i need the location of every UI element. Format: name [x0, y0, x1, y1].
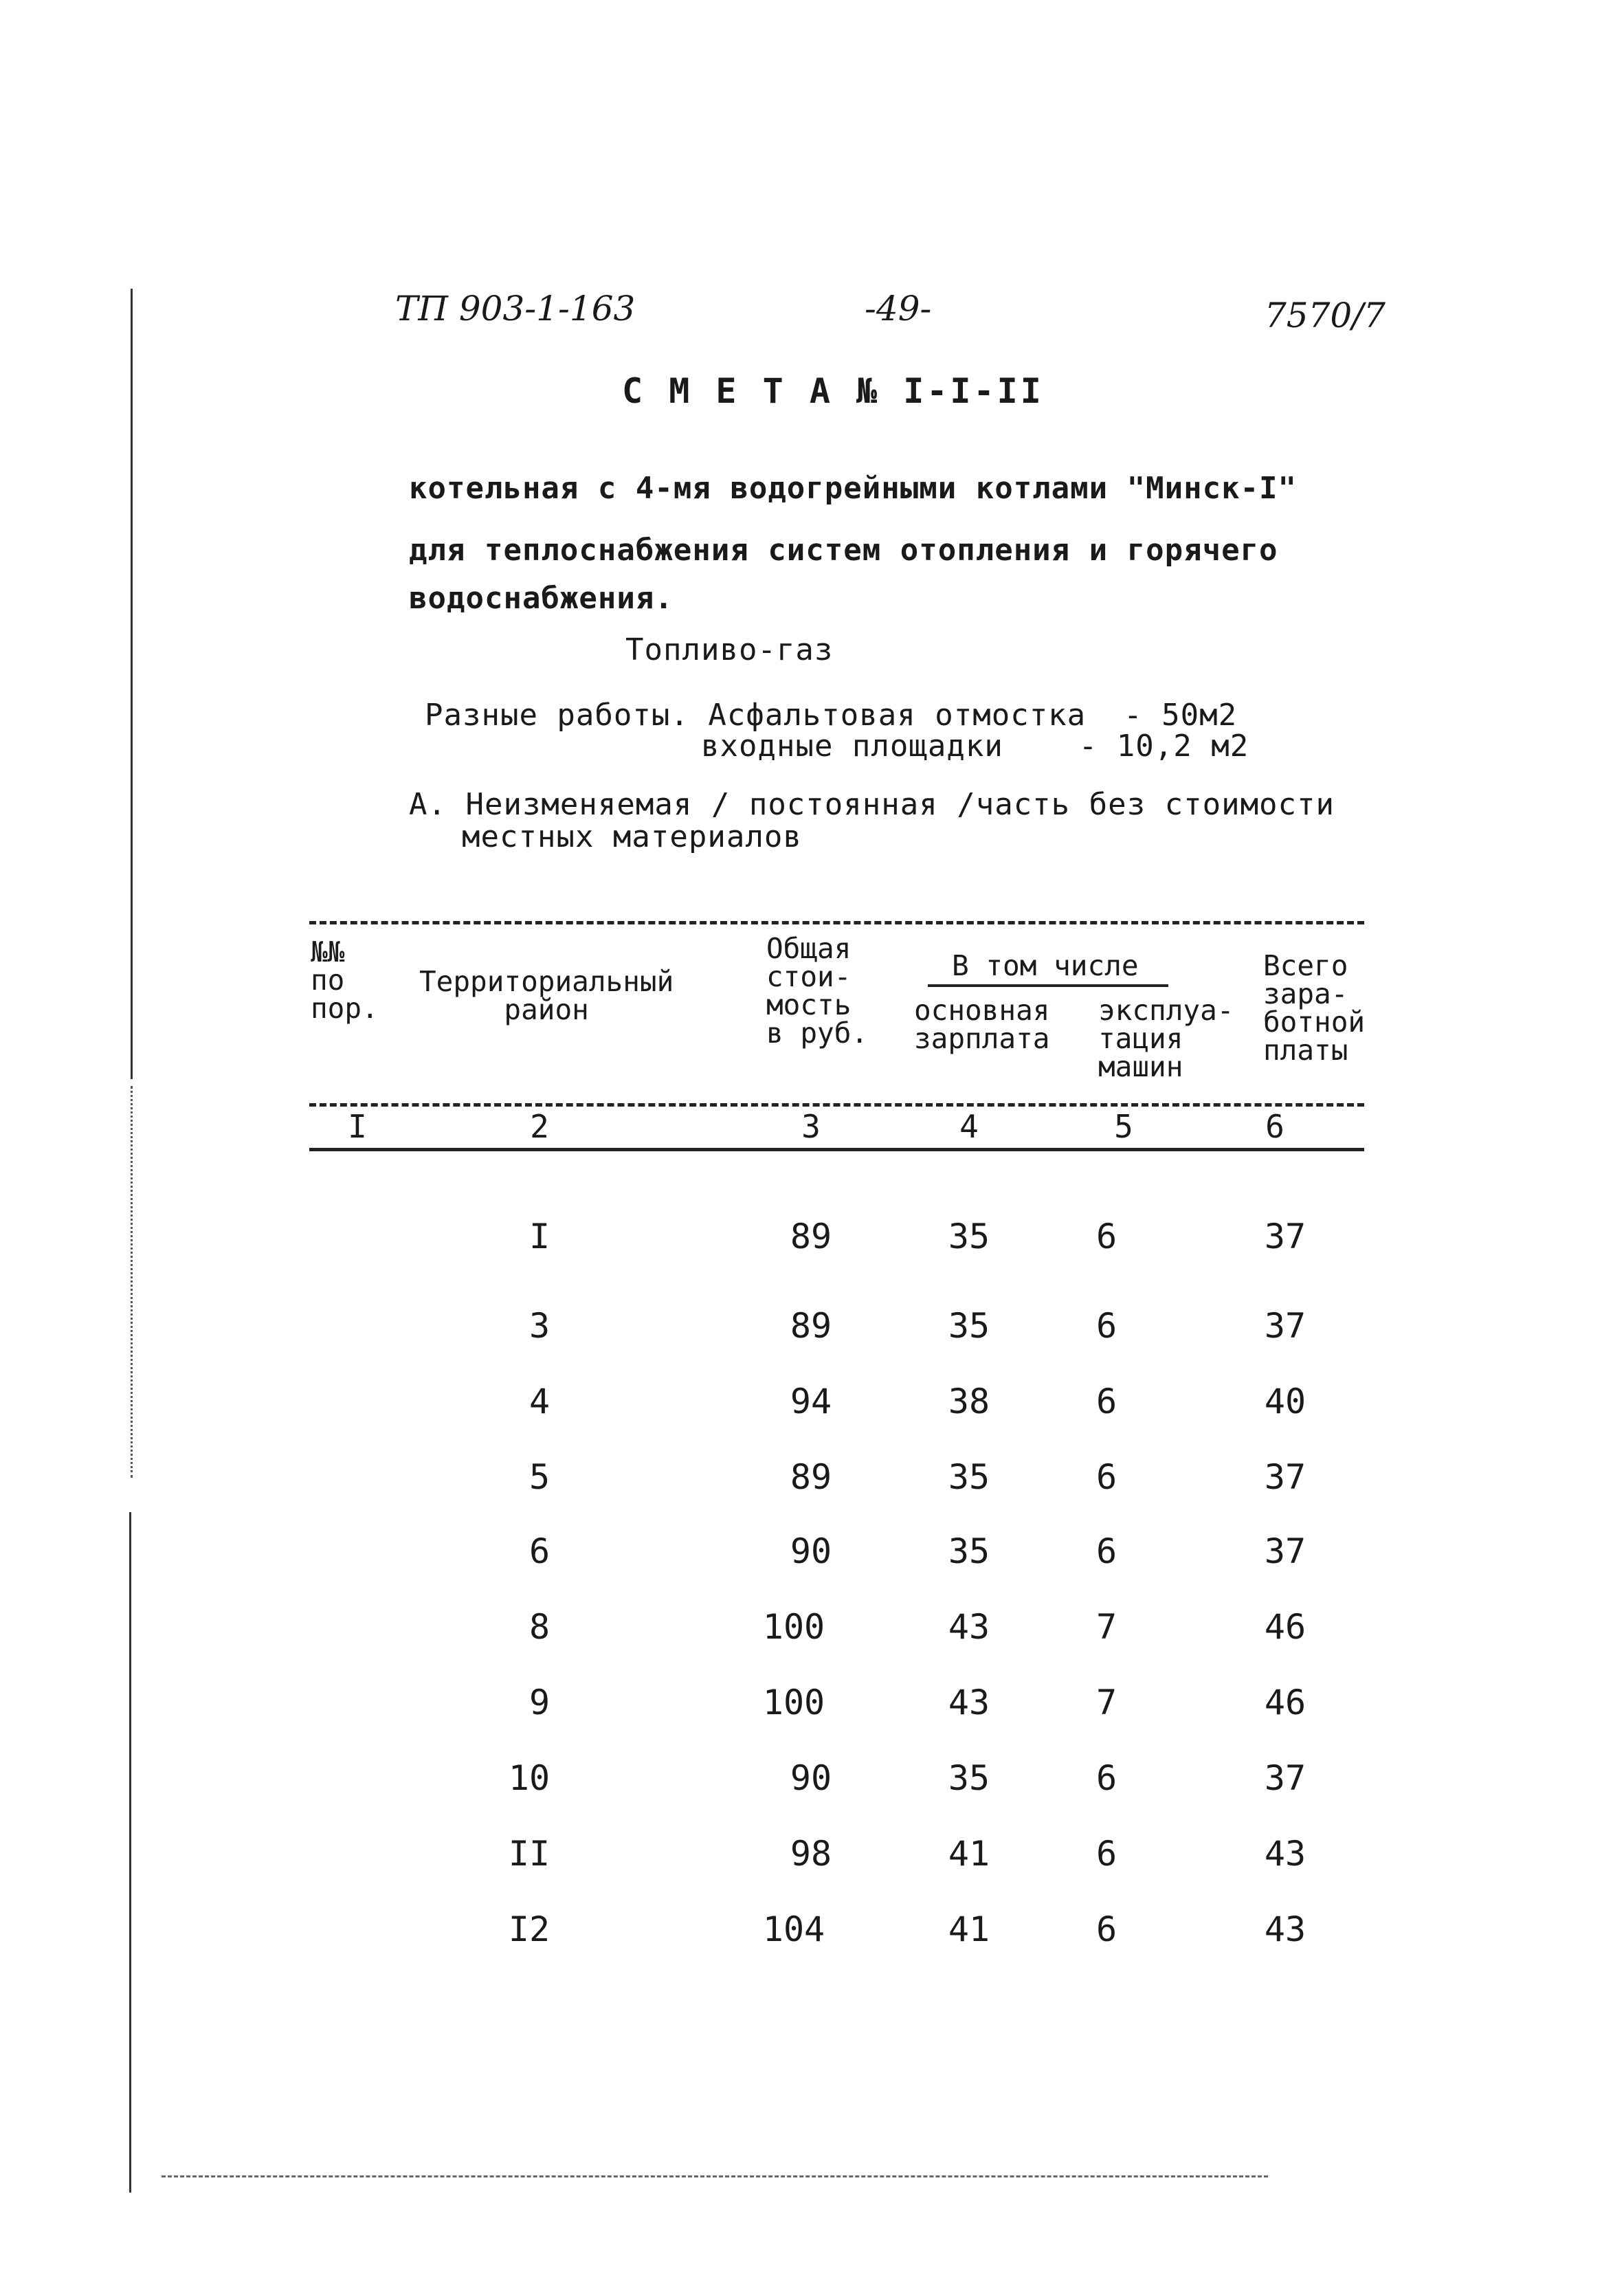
- column-number-4: 4: [959, 1108, 979, 1145]
- salary-cell: 43: [948, 1607, 990, 1647]
- all-wages-cell: 46: [1264, 1683, 1306, 1722]
- machines-cell: 6: [1095, 1306, 1117, 1346]
- all-wages-cell: 37: [1264, 1758, 1306, 1798]
- bottom-scan-mark: [162, 2175, 1268, 2177]
- binding-margin-line: [131, 289, 133, 1079]
- description-line-1: котельная с 4-мя водогрейными котлами "Минск-I": [409, 471, 1298, 506]
- total-cost-cell: 100: [762, 1607, 825, 1647]
- total-cost-cell: 104: [762, 1909, 825, 1949]
- total-cost-cell: 90: [790, 1758, 832, 1798]
- header-group-label: В том числе: [952, 949, 1139, 982]
- machines-cell: 6: [1095, 1217, 1117, 1256]
- description-line-3: водоснабжения.: [409, 581, 674, 616]
- total-cost-cell: 94: [790, 1382, 832, 1421]
- machines-cell: 6: [1095, 1457, 1117, 1497]
- salary-cell: 43: [948, 1683, 990, 1722]
- all-wages-cell: 46: [1264, 1607, 1306, 1647]
- header-col1: №№ по пор.: [311, 935, 379, 1025]
- district-cell: 6: [529, 1531, 550, 1571]
- total-cost-cell: 90: [790, 1531, 832, 1571]
- column-number-6: 6: [1265, 1108, 1284, 1145]
- header-col6: Всего зара- ботной платы: [1263, 949, 1366, 1067]
- all-wages-cell: 37: [1264, 1217, 1306, 1256]
- machines-cell: 6: [1095, 1758, 1117, 1798]
- all-wages-cell: 37: [1264, 1531, 1306, 1571]
- salary-cell: 35: [948, 1217, 990, 1256]
- column-number-5: 5: [1114, 1108, 1133, 1145]
- machines-cell: 6: [1095, 1382, 1117, 1421]
- header-col4: основная зарплата: [914, 994, 1050, 1055]
- total-cost-cell: 89: [790, 1306, 832, 1346]
- header-bottom-rule: [309, 1103, 1364, 1107]
- district-cell: 5: [529, 1457, 550, 1497]
- group-underline: [928, 984, 1168, 987]
- district-cell: 10: [508, 1758, 550, 1798]
- district-cell: II: [508, 1834, 550, 1874]
- all-wages-cell: 37: [1264, 1306, 1306, 1346]
- district-cell: I: [529, 1217, 550, 1256]
- all-wages-cell: 37: [1264, 1457, 1306, 1497]
- machines-cell: 6: [1095, 1531, 1117, 1571]
- district-cell: I2: [508, 1909, 550, 1949]
- part-line-1: А. Неизменяемая / постоянная /часть без стоимости: [409, 787, 1335, 822]
- salary-cell: 41: [948, 1909, 990, 1949]
- total-cost-cell: 100: [762, 1683, 825, 1722]
- all-wages-cell: 40: [1264, 1382, 1306, 1421]
- district-cell: 8: [529, 1607, 550, 1647]
- works-line-1: Разные работы. Асфальтовая отмостка - 50м2: [425, 698, 1238, 733]
- salary-cell: 35: [948, 1531, 990, 1571]
- binding-margin-dots: [131, 1086, 133, 1478]
- page-title: С М Е Т А № I-I-II: [622, 371, 1044, 411]
- header-col2: Территориальный район: [419, 965, 674, 1026]
- salary-cell: 35: [948, 1457, 990, 1497]
- works-line-2: входные площадки - 10,2 м2: [701, 729, 1249, 764]
- page-number: -49-: [865, 289, 932, 329]
- machines-cell: 6: [1095, 1909, 1117, 1949]
- header-col5: эксплуа- тация машин: [1098, 994, 1234, 1083]
- document-code: ТП 903-1-163: [395, 289, 636, 329]
- all-wages-cell: 43: [1264, 1909, 1306, 1949]
- binding-margin-line-lower: [129, 1512, 131, 2193]
- part-line-2: местных материалов: [462, 819, 802, 854]
- description-line-2: для теплоснабжения систем отопления и горячего: [409, 533, 1278, 568]
- district-cell: 9: [529, 1683, 550, 1722]
- column-number-3: 3: [801, 1108, 821, 1145]
- column-number-2: 2: [530, 1108, 549, 1145]
- table-top-rule: [309, 921, 1364, 924]
- district-cell: 4: [529, 1382, 550, 1421]
- machines-cell: 6: [1095, 1834, 1117, 1874]
- header-col3: Общая стои- мость в руб.: [766, 932, 869, 1050]
- all-wages-cell: 43: [1264, 1834, 1306, 1874]
- machines-cell: 7: [1095, 1683, 1117, 1722]
- salary-cell: 35: [948, 1306, 990, 1346]
- column-number-1: I: [348, 1108, 367, 1145]
- machines-cell: 7: [1095, 1607, 1117, 1647]
- inventory-number: 7570/7: [1265, 296, 1386, 335]
- salary-cell: 41: [948, 1834, 990, 1874]
- total-cost-cell: 98: [790, 1834, 832, 1874]
- total-cost-cell: 89: [790, 1457, 832, 1497]
- district-cell: 3: [529, 1306, 550, 1346]
- column-numbers-bottom-rule: [309, 1148, 1364, 1151]
- salary-cell: 38: [948, 1382, 990, 1421]
- salary-cell: 35: [948, 1758, 990, 1798]
- total-cost-cell: 89: [790, 1217, 832, 1256]
- fuel-type: Топливо-газ: [625, 632, 834, 667]
